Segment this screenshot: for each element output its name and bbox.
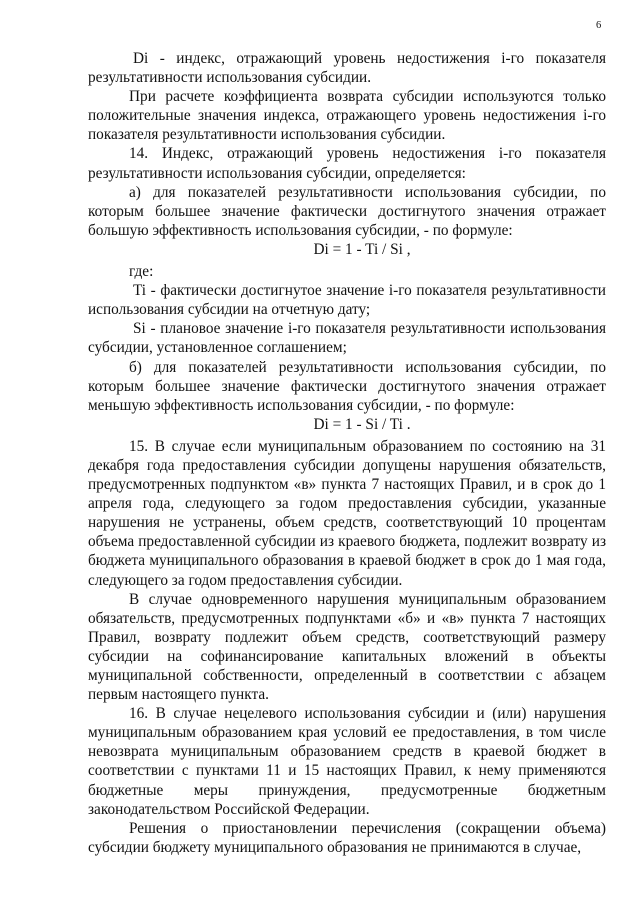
paragraph-suspension-decisions: Решения о приостановлении перечисления (сокращении объема) субсидии бюджету муниципального образования не принимаются в случае,: [88, 819, 606, 856]
paragraph-item-16: 16. В случае нецелевого использования субсидии и (или) нарушения муниципальным образованием края условий ее предоставления, в том числе невозврата муниципальным образованием средств в краевой бюджет в соответствии с пунктами 11 и 15 настоящих Правил, к нему применяются бюджетные меры принуждения, предусмотренные бюджетным законодательством Российской Федерации.: [88, 705, 606, 818]
paragraph-item-14: 14. Индекс, отражающий уровень недостижения i-го показателя результативности использования субсидии, определяется:: [88, 145, 606, 182]
paragraph-where: где:: [129, 263, 154, 281]
paragraph-si-definition: Si - плановое значение i-го показателя результативности использования субсидии, установленное соглашением;: [88, 320, 606, 357]
formula-1: Di = 1 - Ti / Si ,: [313, 240, 411, 258]
paragraph-subitem-b: б) для показателей результативности использования субсидии, по которым большее значение фактически достигнутого значения отражает меньшую эффективность использования субсидии, - по формуле:: [88, 358, 606, 414]
paragraph-index-definition: Di - индекс, отражающий уровень недостижения i-го показателя результативности использования субсидии.: [88, 50, 606, 87]
formula-2: Di = 1 - Si / Ti .: [313, 415, 411, 433]
paragraph-ti-definition: Ti - фактически достигнутое значение i-го показателя результативности использования субсидии на отчетную дату;: [88, 282, 606, 319]
document-body: [88, 49, 606, 857]
page-number: 6: [596, 20, 602, 31]
paragraph-simultaneous-violation: В случае одновременного нарушения муниципальным образованием обязательств, предусмотренных подпунктами «б» и «в» пункта 7 настоящих Правил, возврату подлежит объем средств, соответствующий размеру субсидии на софинансирование капитальных вложений в объекты муниципальной собственности, определенный в соответствии с абзацем первым настоящего пункта.: [88, 590, 606, 704]
paragraph-subitem-a: а) для показателей результативности использования субсидии, по которым большее значение фактически достигнутого значения отражает большую эффективность использования субсидии, - по формуле:: [88, 183, 606, 239]
paragraph-positive-values: При расчете коэффициента возврата субсидии используются только положительные значения индекса, отражающего уровень недостижения i-го показателя результативности использования субсидии.: [88, 88, 606, 144]
paragraph-item-15: 15. В случае если муниципальным образованием по состоянию на 31 декабря года предоставления субсидии допущены нарушения обязательств, предусмотренных подпунктом «в» пункта 7 настоящих Правил, и в срок до 1 апреля года, следующего за годом предоставления субсидии, указанные нарушения не устранены, объем средств, соответствующий 10 процентам объема предоставленной субсидии из краевого бюджета, подлежит возврату из бюджета муниципального образования в краевой бюджет в срок до 1 мая года, следующего за годом предоставления субсидии.: [88, 437, 606, 589]
